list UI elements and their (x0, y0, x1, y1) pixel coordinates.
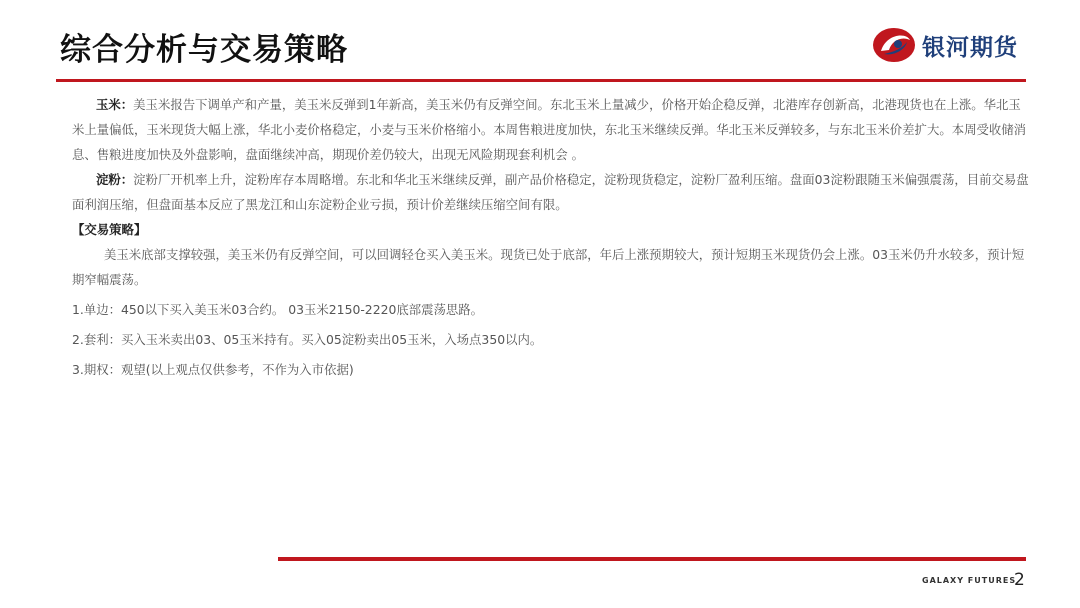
starch-text: 淀粉厂开机率上升，淀粉库存本周略增。东北和华北玉米继续反弹，副产品价格稳定，淀粉现货稳定，淀粉厂盈利压缩。盘面03淀粉跟随玉米偏强震荡，目前交易盘面利润压缩，但盘面基本反应了黑龙江和山东淀粉企业亏损，预计价差继续压缩空间有限。 (72, 172, 1029, 212)
strategy-heading: 【交易策略】 (72, 222, 147, 237)
corn-label: 玉米： (96, 97, 134, 112)
starch-paragraph (72, 167, 1032, 217)
corn-paragraph (72, 92, 1032, 167)
strategy-item-options: 3.期权：观望(以上观点仅供参考，不作为入市依据) (72, 362, 354, 377)
strategy-intro: 美玉米底部支撑较强，美玉米仍有反弹空间，可以回调轻仓买入美玉米。现货已处于底部，年后上涨预期较大，预计短期玉米现货仍会上涨。03玉米仍升水较多，预计短期窄幅震荡。 (72, 247, 1025, 287)
page-title: 综合分析与交易策略 (60, 32, 348, 68)
company-logo (872, 26, 1018, 64)
strategy-item-single-side: 1.单边：450以下买入美玉米03合约。 03玉米2150-2220底部震荡思路。 (72, 302, 484, 317)
corn-text: 美玉米报告下调单产和产量，美玉米反弹到1年新高，美玉米仍有反弹空间。东北玉米上量减少，价格开始企稳反弹，北港库存创新高，北港现货也在上涨。华北玉米上量偏低，玉米现货大幅上涨，华北小麦价格稳定，小麦与玉米价格缩小。本周售粮进度加快，东北玉米继续反弹。华北玉米反弹较多，与东北玉米价差扩大。本周受收储消息、售粮进度加快及外盘影响，盘面继续冲高，期现价差仍较大，出现无风险期现套利机会 。 (72, 97, 1027, 162)
logo-text: 银河期货 (922, 34, 1018, 61)
starch-label: 淀粉： (96, 172, 134, 187)
page-number: 2 (1014, 570, 1025, 590)
strategy-item-arbitrage: 2.套利：买入玉米卖出03、05玉米持有。买入05淀粉卖出05玉米，入场点350以内。 (72, 332, 543, 347)
galaxy-swirl-logo-icon (872, 26, 916, 64)
footer-brand: GALAXY FUTURES (922, 576, 1017, 585)
header-divider (56, 79, 1026, 82)
footer-divider (278, 557, 1026, 561)
analysis-content (72, 92, 1032, 382)
